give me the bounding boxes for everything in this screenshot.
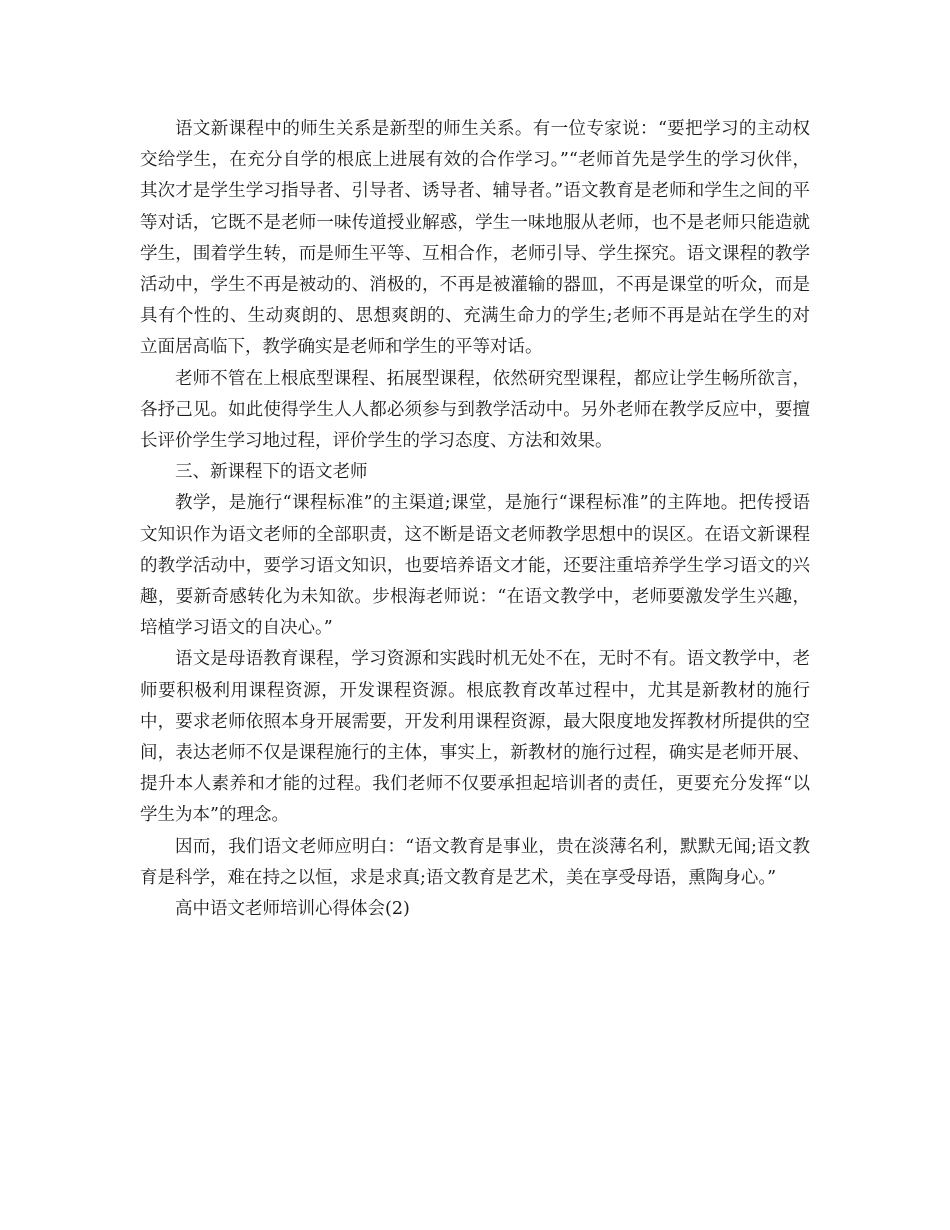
paragraph-conclusion: 因而，我们语文老师应明白：“语文教育是事业，贵在淡薄名利，默默无闻;语文教育是科学，难在持之以恒，求是求真;语文教育是艺术，美在享受母语，熏陶身心。”: [140, 836, 810, 888]
paragraph-course-types: 老师不管在上根底型课程、拓展型课程，依然研究型课程，都应让学生畅所欲言，各抒己见。如此使得学生人人都必须参与到教学活动中。另外老师在教学反应中，要擅长评价学生学习地过程，评价学生的学习态度、方法和效果。: [140, 368, 810, 452]
section-heading: 三、新课程下的语文老师: [175, 462, 368, 483]
paragraph-course-resources: 语文是母语教育课程，学习资源和实践时机无处不在，无时不有。语文教学中，老师要积极利用课程资源，开发课程资源。根底教育改革过程中，尤其是新教材的施行中，要求老师依照本身开展需要，开发利用课程资源，最大限度地发挥教材所提供的空间，表达老师不仅是课程施行的主体，事实上，新教材的施行过程，确实是老师开展、提升本人素养和才能的过程。我们老师不仅要承担起培训者的责任，更要充分发挥“以学生为本”的理念。: [140, 649, 810, 826]
next-article-title: 高中语文老师培训心得体会(2): [175, 899, 410, 920]
paragraph-teaching-classroom: 教学，是施行“课程标准”的主渠道;课堂，是施行“课程标准”的主阵地。把传授语文知识作为语文老师的全部职责，这不断是语文老师教学思想中的误区。在语文新课程的教学活动中，要学习语文知识，也要培养语文才能，还要注重培养学生学习语文的兴趣，要新奇感转化为未知欲。步根海老师说：“在语文教学中，老师要激发学生兴趣，培植学习语文的自决心。”: [140, 493, 810, 639]
paragraph-teacher-student-relationship: 语文新课程中的师生关系是新型的师生关系。有一位专家说：“要把学习的主动权交给学生，在充分自学的根底上进展有效的合作学习。”“老师首先是学生的学习伙伴，其次才是学生学习指导者、引导者、诱导者、辅导者。”语文教育是老师和学生之间的平等对话，它既不是老师一味传道授业解惑，学生一味地服从老师，也不是老师只能造就学生，围着学生转，而是师生平等、互相合作，老师引导、学生探究。语文课程的教学活动中，学生不再是被动的、消极的，不再是被灌输的器皿，不再是课堂的听众，而是具有个性的、生动爽朗的、思想爽朗的、充满生命力的学生;老师不再是站在学生的对立面居高临下，教学确实是老师和学生的平等对话。: [140, 119, 810, 358]
document-body: [140, 114, 810, 925]
